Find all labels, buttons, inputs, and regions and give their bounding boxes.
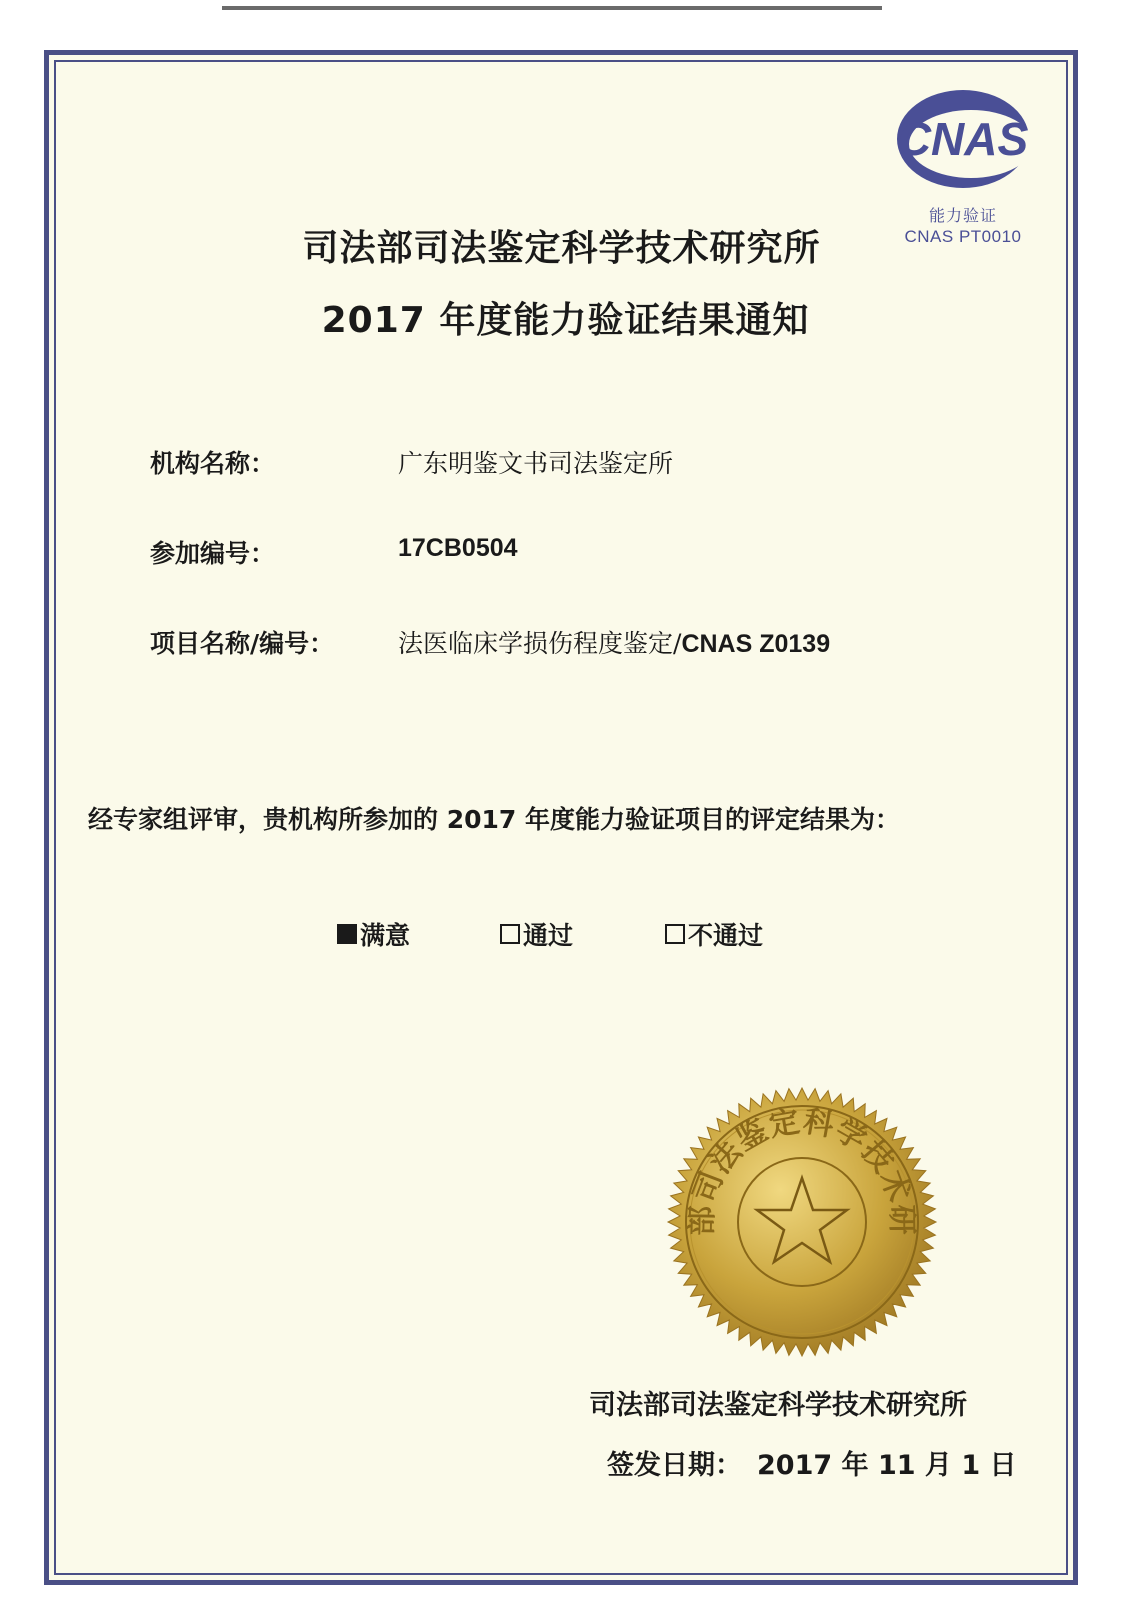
cnas-program-code: CNAS PT0010 bbox=[904, 227, 1022, 246]
option-label: 通过 bbox=[523, 921, 574, 950]
project-value bbox=[398, 624, 830, 660]
institution-label: 机构名称： bbox=[150, 449, 276, 478]
option-fail bbox=[665, 916, 763, 952]
cnas-subtitle: 能力验证 bbox=[928, 206, 997, 225]
participant-number-label: 参加编号： bbox=[150, 539, 276, 568]
checkbox-empty-icon bbox=[665, 924, 685, 944]
cnas-wordmark: CNAS bbox=[897, 113, 1029, 165]
issue-date-value: 2017 年 11 月 1 日 bbox=[757, 1450, 1017, 1481]
cnas-emblem-icon bbox=[888, 86, 1038, 201]
checkbox-empty-icon bbox=[500, 924, 520, 944]
seal-text: 部司法鉴定科学技术研 bbox=[684, 1104, 920, 1237]
notice-title: 2017 年度能力验证结果通知 bbox=[321, 300, 810, 341]
evaluation-statement: 经专家组评审，贵机构所参加的 2017 年度能力验证项目的评定结果为： bbox=[88, 805, 900, 834]
seal-star-icon bbox=[666, 1086, 938, 1358]
option-label: 满意 bbox=[360, 921, 411, 950]
project-code: CNAS Z0139 bbox=[681, 630, 831, 658]
gold-seal bbox=[666, 1086, 938, 1358]
project-label: 项目名称/编号： bbox=[150, 629, 335, 658]
option-label: 不通过 bbox=[688, 921, 764, 950]
footer-issuer: 司法部司法鉴定科学技术研究所 bbox=[589, 1390, 967, 1421]
institution-value: 广东明鉴文书司法鉴定所 bbox=[398, 449, 674, 478]
scan-edge bbox=[222, 6, 882, 10]
issue-date-label: 签发日期： bbox=[607, 1450, 742, 1481]
project-name: 法医临床学损伤程度鉴定/ bbox=[398, 629, 682, 658]
participant-number-value: 17CB0504 bbox=[398, 534, 518, 562]
option-pass bbox=[500, 916, 573, 952]
option-satisfactory bbox=[337, 916, 410, 952]
issuer-title: 司法部司法鉴定科学技术研究所 bbox=[302, 228, 821, 269]
checkbox-checked-icon bbox=[337, 924, 357, 944]
